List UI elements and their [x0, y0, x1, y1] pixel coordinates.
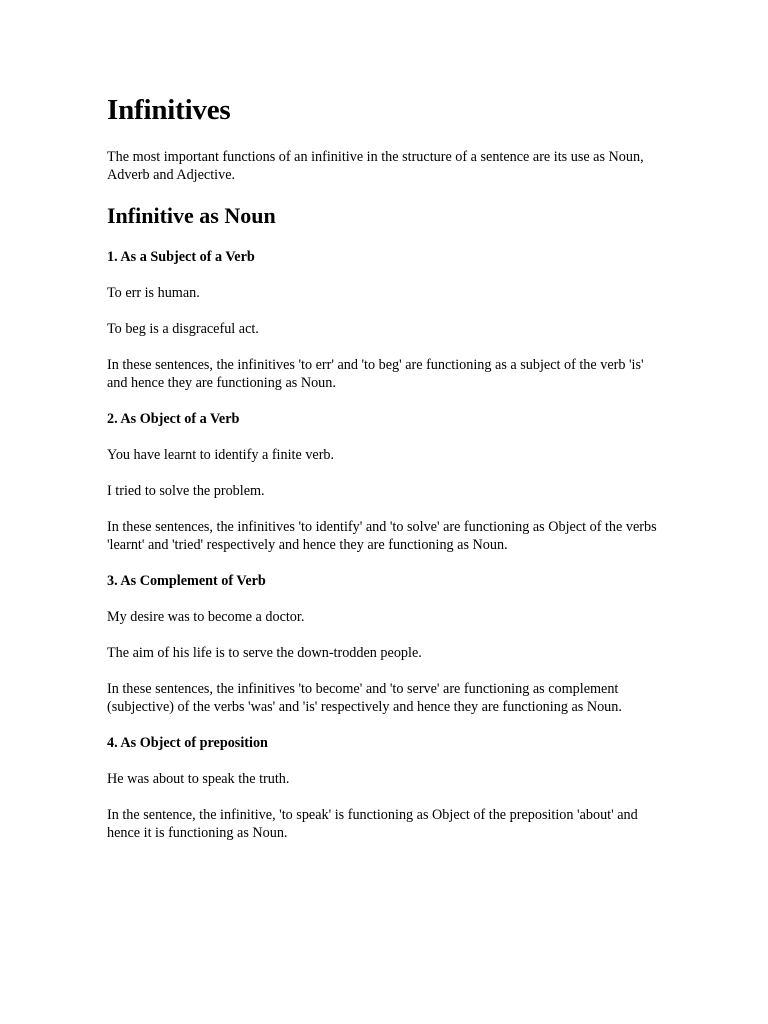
- example-sentence: You have learnt to identify a finite verb.: [107, 447, 335, 463]
- page-title: Infinitives: [107, 94, 231, 126]
- example-sentence: I tried to solve the problem.: [107, 483, 265, 499]
- subsection-subject-of-verb: [107, 248, 667, 392]
- document-content: [107, 92, 667, 842]
- example-sentence: He was about to speak the truth.: [107, 771, 290, 787]
- explanation-paragraph: In these sentences, the infinitives 'to identify' and 'to solve' are functioning as Object of the verbs 'learnt' and 'tried' respectively and hence they are functioning as Noun.: [107, 519, 657, 553]
- subsection-complement-of-verb: [107, 572, 667, 716]
- intro-paragraph: The most important functions of an infinitive in the structure of a sentence are its use as Noun, Adverb and Adjective.: [107, 149, 644, 183]
- explanation-paragraph: In the sentence, the infinitive, 'to speak' is functioning as Object of the preposition 'about' and hence it is functioning as Noun.: [107, 807, 638, 841]
- subsection-object-of-verb: [107, 410, 667, 554]
- subsection-object-of-preposition: [107, 734, 667, 842]
- section-title: Infinitive as Noun: [107, 203, 276, 228]
- example-sentence: The aim of his life is to serve the down-trodden people.: [107, 645, 422, 661]
- example-sentence: To beg is a disgraceful act.: [107, 321, 259, 337]
- subsection-heading: 1. As a Subject of a Verb: [107, 249, 255, 265]
- subsection-heading: 2. As Object of a Verb: [107, 411, 240, 427]
- example-sentence: To err is human.: [107, 285, 200, 301]
- subsection-heading: 3. As Complement of Verb: [107, 573, 266, 589]
- subsection-heading: 4. As Object of preposition: [107, 735, 268, 751]
- explanation-paragraph: In these sentences, the infinitives 'to become' and 'to serve' are functioning as complement (subjective) of the verbs 'was' and 'is' respectively and hence they are functioning as Noun.: [107, 681, 622, 715]
- explanation-paragraph: In these sentences, the infinitives 'to err' and 'to beg' are functioning as a subject of the verb 'is' and hence they are functioning as Noun.: [107, 357, 644, 391]
- example-sentence: My desire was to become a doctor.: [107, 609, 305, 625]
